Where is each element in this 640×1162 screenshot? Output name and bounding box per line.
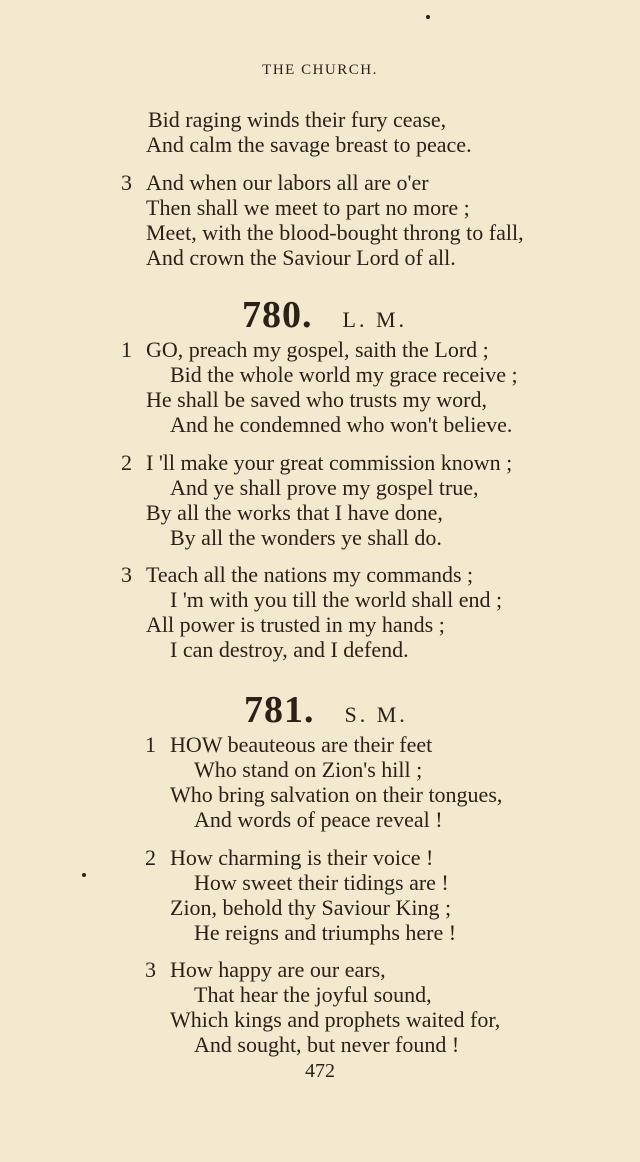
hymn-number: 780. <box>242 294 313 336</box>
verse-line: And calm the savage breast to peace. <box>146 132 472 157</box>
verse-line: Who stand on Zion's hill ; <box>194 757 423 782</box>
verse-line: And he condemned who won't believe. <box>170 412 513 437</box>
ink-speck <box>82 873 86 877</box>
verse-line: How happy are our ears, <box>170 957 386 982</box>
page-number: 472 <box>305 1060 335 1082</box>
hymn-781-heading <box>244 688 408 732</box>
verse-number: 2 <box>121 450 132 475</box>
verse-line: Teach all the nations my commands ; <box>146 562 474 587</box>
verse-line: I 'll make your great commission known ; <box>146 450 513 475</box>
verse-number: 1 <box>121 337 132 362</box>
verse-line: Bid raging winds their fury cease, <box>148 107 447 132</box>
verse-line: Bid the whole world my grace receive ; <box>170 362 518 387</box>
verse-line: Then shall we meet to part no more ; <box>146 195 470 220</box>
verse-line: And words of peace reveal ! <box>194 807 443 832</box>
verse-line: How sweet their tidings are ! <box>194 870 449 895</box>
hymn-780-heading <box>242 293 407 337</box>
verse-line: I 'm with you till the world shall end ; <box>170 587 503 612</box>
verse-line: All power is trusted in my hands ; <box>146 612 445 637</box>
hymn-meter: S. M. <box>344 702 408 727</box>
verse-line: And when our labors all are o'er <box>146 170 429 195</box>
verse-line: That hear the joyful sound, <box>194 982 432 1007</box>
verse-line: Meet, with the blood-bought throng to fall, <box>146 220 524 245</box>
verse-line: I can destroy, and I defend. <box>170 637 409 662</box>
verse-number: 3 <box>121 170 132 195</box>
verse-number: 3 <box>121 562 132 587</box>
running-head: THE CHURCH. <box>262 62 378 78</box>
hymn-number: 781. <box>244 689 315 731</box>
verse-number: 3 <box>145 957 156 982</box>
verse-line: Which kings and prophets waited for, <box>170 1007 501 1032</box>
verse-line: How charming is their voice ! <box>170 845 434 870</box>
verse-line: He reigns and triumphs here ! <box>194 920 457 945</box>
verse-line: GO, preach my gospel, saith the Lord ; <box>146 337 489 362</box>
verse-line: Who bring salvation on their tongues, <box>170 782 503 807</box>
verse-number: 2 <box>145 845 156 870</box>
verse-line: By all the works that I have done, <box>146 500 443 525</box>
verse-line: And crown the Saviour Lord of all. <box>146 245 456 270</box>
verse-line: He shall be saved who trusts my word, <box>146 387 487 412</box>
hymn-meter: L. M. <box>342 307 407 332</box>
ink-speck <box>426 15 430 19</box>
verse-line: By all the wonders ye shall do. <box>170 525 442 550</box>
verse-line: And ye shall prove my gospel true, <box>170 475 479 500</box>
verse-line: HOW beauteous are their feet <box>170 732 433 757</box>
verse-line: Zion, behold thy Saviour King ; <box>170 895 452 920</box>
verse-line: And sought, but never found ! <box>194 1032 460 1057</box>
verse-number: 1 <box>145 732 156 757</box>
